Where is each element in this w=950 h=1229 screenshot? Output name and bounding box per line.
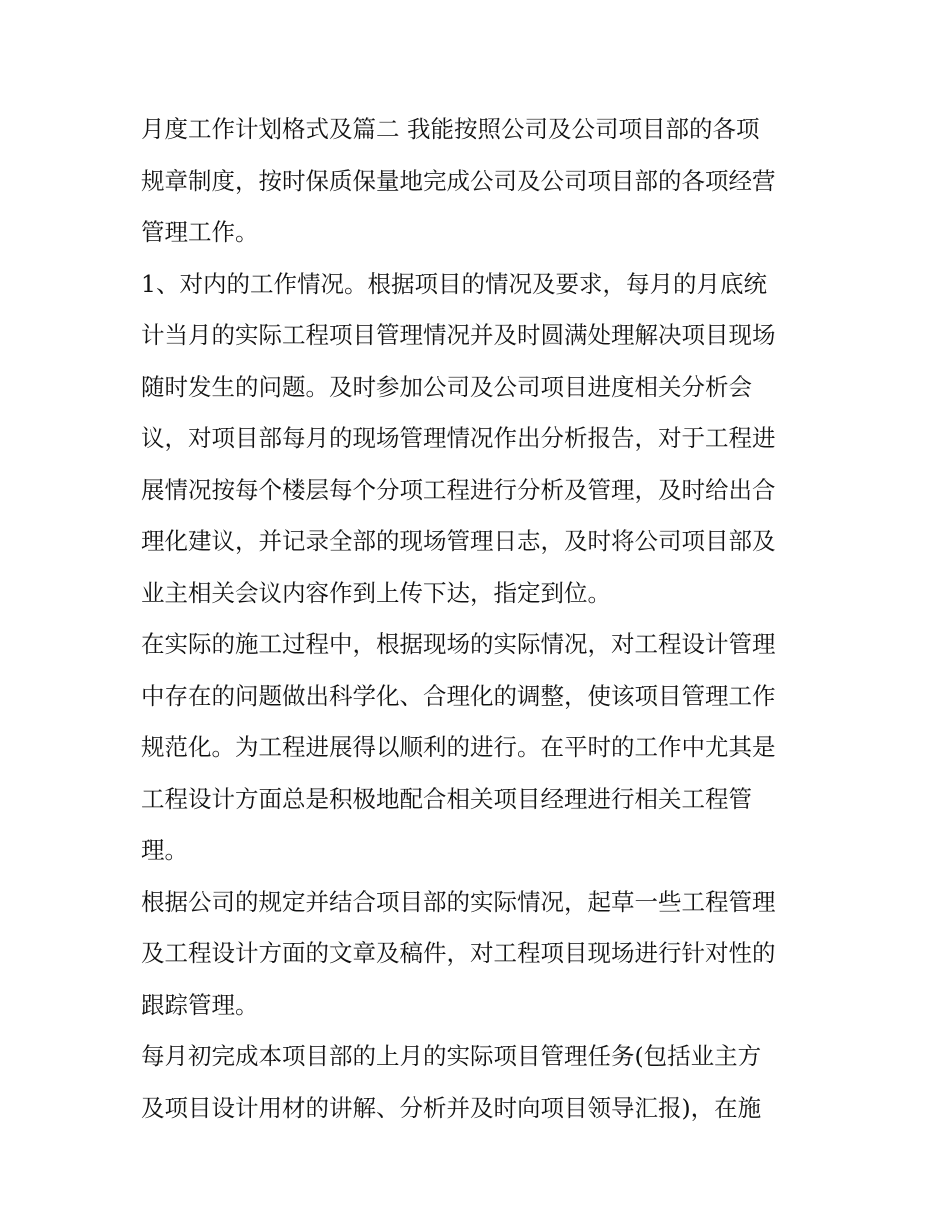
paragraph-4 — [141, 877, 816, 1032]
text-line: 规章制度，按时保质保量地完成公司及公司项目部的各项经营 — [141, 166, 776, 195]
text-line: 及项目设计用材的讲解、分析并及时向项目领导汇报)，在施 — [141, 1093, 762, 1122]
text-line: 月度工作计划格式及篇二 我能按照公司及公司项目部的各项 — [141, 115, 760, 143]
paragraph-2 — [141, 259, 816, 620]
text-line: 在实际的施工过程中，根据现场的实际情况，对工程设计管理 — [141, 630, 776, 658]
text-line: 议，对项目部每月的现场管理情况作出分析报告，对于工程进 — [141, 424, 776, 452]
document-body — [141, 104, 816, 1134]
text-line: 1、对内的工作情况。根据项目的情况及要求，每月的月底统 — [141, 269, 767, 298]
paragraph-3 — [141, 619, 816, 877]
paragraph-5 — [141, 1031, 816, 1134]
text-line: 及工程设计方面的文章及稿件，对工程项目现场进行针对性的 — [141, 939, 776, 967]
text-line: 理。 — [141, 836, 188, 864]
paragraph-1 — [141, 104, 816, 259]
text-line: 根据公司的规定并结合项目部的实际情况，起草一些工程管理 — [141, 887, 776, 916]
text-line: 工程设计方面总是积极地配合相关项目经理进行相关工程管 — [141, 784, 752, 813]
text-line: 每月初完成本项目部的上月的实际项目管理任务(包括业主方 — [141, 1042, 762, 1070]
text-line: 业主相关会议内容作到上传下达，指定到位。 — [141, 578, 611, 607]
text-line: 随时发生的问题。及时参加公司及公司项目进度相关分析会 — [141, 372, 752, 401]
text-line: 计当月的实际工程项目管理情况并及时圆满处理解决项目现场 — [141, 321, 776, 349]
text-line: 展情况按每个楼层每个分项工程进行分析及管理，及时给出合 — [141, 475, 776, 504]
text-line: 规范化。为工程进展得以顺利的进行。在平时的工作中尤其是 — [141, 733, 776, 761]
text-line: 管理工作。 — [141, 218, 259, 246]
text-line: 跟踪管理。 — [141, 990, 259, 1019]
text-line: 中存在的问题做出科学化、合理化的调整，使该项目管理工作 — [141, 681, 776, 710]
text-line: 理化建议，并记录全部的现场管理日志，及时将公司项目部及 — [141, 527, 776, 555]
